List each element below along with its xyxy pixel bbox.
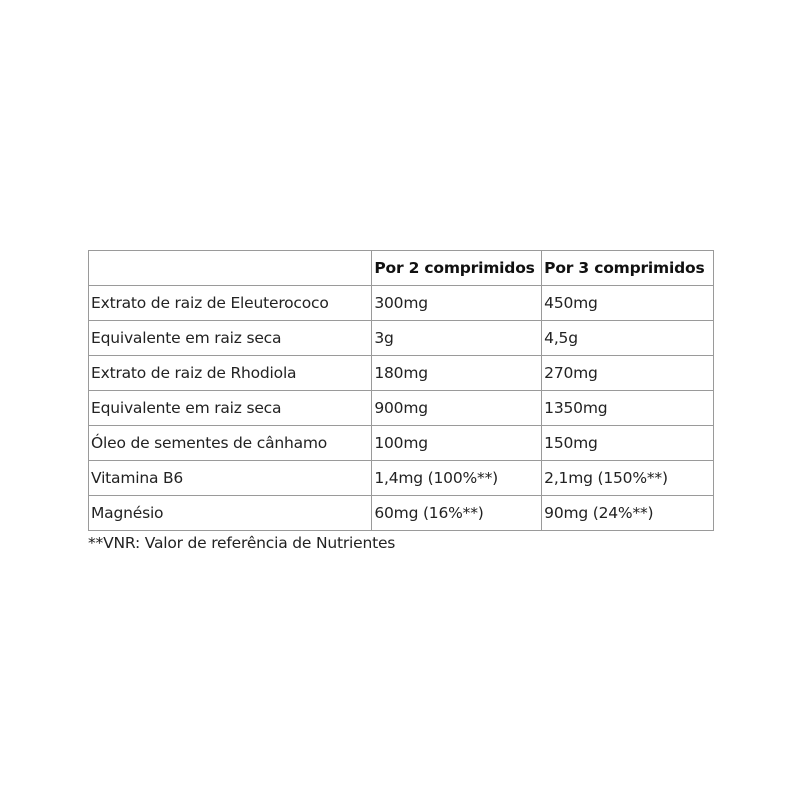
header-cell-empty <box>89 251 372 286</box>
header-cell-3-tablets: Por 3 comprimidos <box>542 251 714 286</box>
table-row <box>89 356 714 391</box>
value-2-tablets: 100mg <box>372 426 542 461</box>
value-2-tablets: 180mg <box>372 356 542 391</box>
table-row <box>89 496 714 531</box>
nutrition-table <box>88 250 714 531</box>
ingredient-name: Extrato de raiz de Eleuterococo <box>89 286 372 321</box>
footnote: **VNR: Valor de referência de Nutrientes <box>88 534 396 552</box>
table-row <box>89 461 714 496</box>
table-row <box>89 286 714 321</box>
value-2-tablets: 1,4mg (100%**) <box>372 461 542 496</box>
value-2-tablets: 60mg (16%**) <box>372 496 542 531</box>
ingredient-name: Vitamina B6 <box>89 461 372 496</box>
value-3-tablets: 90mg (24%**) <box>542 496 714 531</box>
value-2-tablets: 900mg <box>372 391 542 426</box>
value-3-tablets: 270mg <box>542 356 714 391</box>
value-2-tablets: 300mg <box>372 286 542 321</box>
value-3-tablets: 150mg <box>542 426 714 461</box>
value-3-tablets: 1350mg <box>542 391 714 426</box>
value-3-tablets: 450mg <box>542 286 714 321</box>
table-row <box>89 426 714 461</box>
value-2-tablets: 3g <box>372 321 542 356</box>
table-row <box>89 391 714 426</box>
value-3-tablets: 4,5g <box>542 321 714 356</box>
header-cell-2-tablets: Por 2 comprimidos <box>372 251 542 286</box>
ingredient-name: Equivalente em raiz seca <box>89 321 372 356</box>
ingredient-name: Óleo de sementes de cânhamo <box>89 426 372 461</box>
ingredient-name: Extrato de raiz de Rhodiola <box>89 356 372 391</box>
value-3-tablets: 2,1mg (150%**) <box>542 461 714 496</box>
ingredient-name: Equivalente em raiz seca <box>89 391 372 426</box>
table-header-row <box>89 251 714 286</box>
ingredient-name: Magnésio <box>89 496 372 531</box>
table-row <box>89 321 714 356</box>
